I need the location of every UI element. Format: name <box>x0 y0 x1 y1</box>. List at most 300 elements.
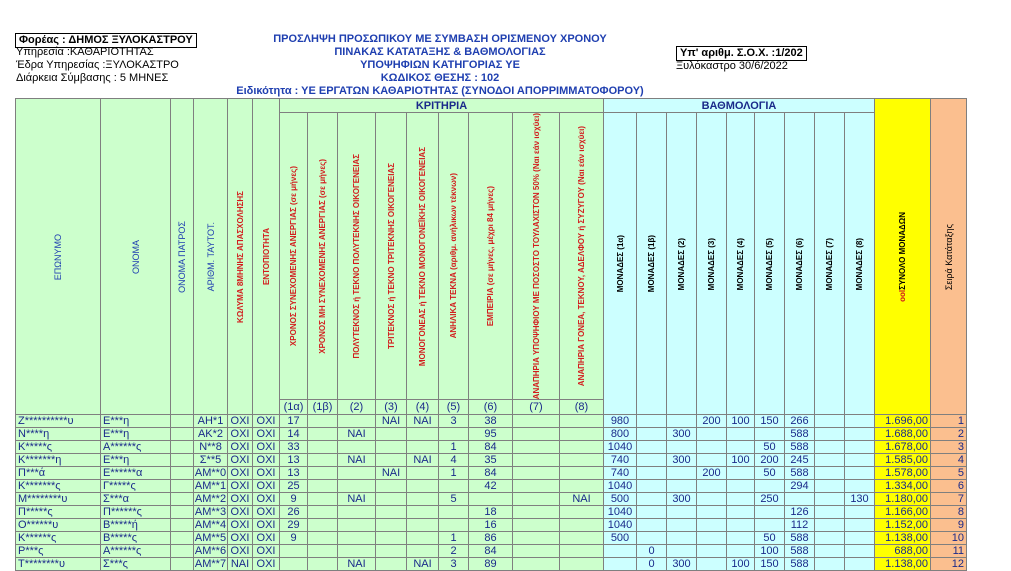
header-total: oolΣΥΝΟΛΟ ΜΟΝΑΔΩΝ <box>875 99 931 415</box>
cell-eponymo: Τ********υ <box>16 558 101 571</box>
cell-eponymo: Κ*****ς <box>16 441 101 454</box>
header-criterion-1: ΧΡΟΝΟΣ ΣΥΝΕΧΟΜΕΝΗΣ ΑΝΕΡΓΙΑΣ (σε μήνες) <box>280 113 308 400</box>
cell-units-9 <box>845 480 875 493</box>
group-vathmologia: ΒΑΘΜΟΛΟΓΙΑ <box>604 99 875 113</box>
cell-units-3 <box>667 467 697 480</box>
cell-units-7: 588 <box>785 467 815 480</box>
cell-units-5: 100 <box>727 558 755 571</box>
cell-eponymo: Ζ**********υ <box>16 415 101 428</box>
cell-kyrwsi: ΟΧΙ <box>228 454 253 467</box>
cell-units-8 <box>815 532 845 545</box>
cell-criterion-8 <box>513 545 560 558</box>
cell-entopiotita: ΟΧΙ <box>253 441 280 454</box>
cell-patros <box>171 506 194 519</box>
protocol-number: Υπ' αριθμ. Σ.Ο.Χ. :1/202 <box>676 46 807 61</box>
cell-units-5 <box>727 480 755 493</box>
cell-units-6 <box>755 428 785 441</box>
cell-entopiotita: ΟΧΙ <box>253 467 280 480</box>
table-row <box>16 532 967 545</box>
cell-eponymo: Μ********υ <box>16 493 101 506</box>
cell-onoma: Σ***ς <box>101 558 171 571</box>
cell-criterion-8 <box>513 480 560 493</box>
cell-units-1: 500 <box>604 532 637 545</box>
cell-units-8 <box>815 493 845 506</box>
cell-criterion-5 <box>407 545 439 558</box>
table-row <box>16 493 967 506</box>
cell-units-8 <box>815 506 845 519</box>
cell-onoma: Ε***η <box>101 415 171 428</box>
cell-onoma: Ε***η <box>101 428 171 441</box>
cell-criterion-7: 89 <box>469 558 513 571</box>
cell-criterion-2 <box>308 532 338 545</box>
cell-patros <box>171 532 194 545</box>
cell-criterion-3: ΝΑΙ <box>338 558 376 571</box>
cell-patros <box>171 467 194 480</box>
cell-units-9 <box>845 454 875 467</box>
header-eponymo: ΕΠΩΝΥΜΟ <box>16 99 101 415</box>
cell-criterion-2 <box>308 558 338 571</box>
cell-taut: ΑΜ**7 <box>194 558 227 571</box>
cell-eponymo: Π***ά <box>16 467 101 480</box>
cell-criterion-2 <box>308 441 338 454</box>
cell-total: 1.180,00 <box>875 493 931 506</box>
cell-units-3 <box>667 441 697 454</box>
group-kritiria: ΚΡΙΤΗΡΙΑ <box>280 99 604 113</box>
cell-units-2 <box>637 428 667 441</box>
cell-criterion-1: 33 <box>280 441 308 454</box>
cell-criterion-6 <box>439 506 469 519</box>
cell-units-1: 1040 <box>604 480 637 493</box>
cell-total: 1.334,00 <box>875 480 931 493</box>
cell-criterion-9: ΝΑΙ <box>560 493 604 506</box>
cell-criterion-6: 1 <box>439 532 469 545</box>
cell-units-1: 740 <box>604 467 637 480</box>
header-units-1: ΜΟΝΑΔΕΣ (1α) <box>604 113 637 415</box>
table-row <box>16 545 967 558</box>
cell-kyrwsi: ΟΧΙ <box>228 467 253 480</box>
cell-total: 1.696,00 <box>875 415 931 428</box>
cell-criterion-7: 86 <box>469 532 513 545</box>
criterion-code-4: (3) <box>376 400 407 415</box>
cell-criterion-1: 9 <box>280 532 308 545</box>
cell-eponymo: Ρ***ς <box>16 545 101 558</box>
diarkeia-label: Διάρκεια Σύμβασης : 5 ΜΗΝΕΣ <box>16 72 169 84</box>
cell-onoma: Γ*****ς <box>101 480 171 493</box>
cell-units-2 <box>637 493 667 506</box>
cell-criterion-6 <box>439 428 469 441</box>
cell-taut: ΑΜ**0 <box>194 467 227 480</box>
cell-units-1: 800 <box>604 428 637 441</box>
cell-units-2 <box>637 532 667 545</box>
cell-onoma: Β*****ς <box>101 532 171 545</box>
cell-criterion-7: 35 <box>469 454 513 467</box>
cell-criterion-5 <box>407 467 439 480</box>
header-entopiotita: ΕΝΤΟΠΙΟΤΗΤΑ <box>253 99 280 415</box>
cell-criterion-3 <box>338 480 376 493</box>
header-units-8: ΜΟΝΑΔΕΣ (7) <box>815 113 845 415</box>
cell-rank: 12 <box>931 558 967 571</box>
cell-criterion-2 <box>308 493 338 506</box>
cell-total: 1.138,00 <box>875 532 931 545</box>
cell-rank: 3 <box>931 441 967 454</box>
header-taut: ΑΡΙΘΜ. ΤΑΥΤΟΤ. <box>194 99 228 415</box>
cell-criterion-3 <box>338 506 376 519</box>
cell-entopiotita: ΟΧΙ <box>253 493 280 506</box>
cell-rank: 1 <box>931 415 967 428</box>
cell-criterion-9 <box>560 467 604 480</box>
cell-units-5: 100 <box>727 454 755 467</box>
cell-rank: 2 <box>931 428 967 441</box>
cell-criterion-8 <box>513 558 560 571</box>
cell-total: 1.138,00 <box>875 558 931 571</box>
cell-units-1: 740 <box>604 454 637 467</box>
cell-criterion-4 <box>376 532 407 545</box>
cell-units-2: 0 <box>637 558 667 571</box>
cell-units-1 <box>604 545 637 558</box>
cell-criterion-5 <box>407 493 439 506</box>
cell-units-4 <box>697 545 727 558</box>
cell-rank: 8 <box>931 506 967 519</box>
cell-criterion-9 <box>560 480 604 493</box>
cell-onoma: Α******ς <box>101 441 171 454</box>
cell-criterion-6: 3 <box>439 558 469 571</box>
cell-criterion-2 <box>308 454 338 467</box>
cell-criterion-9 <box>560 454 604 467</box>
cell-units-4 <box>697 493 727 506</box>
title-line4: ΚΩΔΙΚΟΣ ΘΕΣΗΣ : 102 <box>380 72 500 84</box>
cell-units-4 <box>697 506 727 519</box>
cell-patros <box>171 480 194 493</box>
cell-criterion-2 <box>308 545 338 558</box>
cell-eponymo: Κ*******η <box>16 454 101 467</box>
cell-eponymo: Ο******υ <box>16 519 101 532</box>
header-onoma: ΟΝΟΜΑ <box>101 99 171 415</box>
cell-criterion-8 <box>513 532 560 545</box>
cell-units-8 <box>815 480 845 493</box>
cell-criterion-5 <box>407 441 439 454</box>
cell-units-9 <box>845 467 875 480</box>
cell-onoma: Π******ς <box>101 506 171 519</box>
cell-total: 1.578,00 <box>875 467 931 480</box>
cell-units-2: 0 <box>637 545 667 558</box>
cell-units-3: 300 <box>667 493 697 506</box>
cell-units-3: 300 <box>667 454 697 467</box>
criterion-code-3: (2) <box>338 400 376 415</box>
cell-total: 1.166,00 <box>875 506 931 519</box>
cell-units-9 <box>845 428 875 441</box>
cell-total: 1.585,00 <box>875 454 931 467</box>
cell-onoma: Σ***α <box>101 493 171 506</box>
cell-total: 688,00 <box>875 545 931 558</box>
cell-units-8 <box>815 428 845 441</box>
table-row <box>16 506 967 519</box>
table-row <box>16 454 967 467</box>
cell-units-6: 50 <box>755 441 785 454</box>
cell-units-8 <box>815 454 845 467</box>
cell-units-5 <box>727 493 755 506</box>
cell-units-9 <box>845 558 875 571</box>
cell-units-4 <box>697 454 727 467</box>
cell-units-7: 588 <box>785 545 815 558</box>
cell-patros <box>171 558 194 571</box>
cell-criterion-9 <box>560 415 604 428</box>
cell-units-2 <box>637 467 667 480</box>
cell-taut: Σ**5 <box>194 454 228 467</box>
cell-units-8 <box>815 558 845 571</box>
cell-units-6 <box>755 480 785 493</box>
cell-criterion-1: 29 <box>280 519 308 532</box>
cell-criterion-9 <box>560 441 604 454</box>
cell-criterion-3 <box>338 532 376 545</box>
cell-rank: 9 <box>931 519 967 532</box>
title-line3: ΥΠΟΨΗΦΙΩΝ ΚΑΤΗΓΟΡΙΑΣ ΥΕ <box>360 59 520 71</box>
cell-criterion-6 <box>439 480 469 493</box>
cell-criterion-9 <box>560 558 604 571</box>
cell-criterion-8 <box>513 506 560 519</box>
cell-criterion-7: 16 <box>469 519 513 532</box>
cell-taut: ΑΜ**4 <box>194 519 227 532</box>
cell-units-5 <box>727 428 755 441</box>
cell-patros <box>171 428 194 441</box>
header-patros: ΟΝΟΜΑ ΠΑΤΡΟΣ <box>171 99 194 415</box>
cell-units-7: 266 <box>785 415 815 428</box>
cell-taut: ΑΜ**5 <box>194 532 227 545</box>
cell-units-7: 588 <box>785 428 815 441</box>
cell-criterion-9 <box>560 506 604 519</box>
cell-criterion-7 <box>469 493 513 506</box>
cell-units-4: 200 <box>697 467 727 480</box>
cell-units-2 <box>637 506 667 519</box>
criterion-code-6: (5) <box>439 400 469 415</box>
cell-patros <box>171 545 194 558</box>
cell-units-3 <box>667 415 697 428</box>
cell-criterion-1: 13 <box>280 454 308 467</box>
header-criterion-4: ΤΡΙΤΕΚΝΟΣ ή ΤΕΚΝΟ ΤΡΙΤΕΚΝΗΣ ΟΙΚΟΓΕΝΕΙΑΣ <box>376 113 407 400</box>
cell-criterion-8 <box>513 415 560 428</box>
cell-patros <box>171 441 194 454</box>
cell-total: 1.152,00 <box>875 519 931 532</box>
cell-criterion-5 <box>407 532 439 545</box>
cell-entopiotita: ΟΧΙ <box>253 428 280 441</box>
cell-criterion-6: 1 <box>439 441 469 454</box>
cell-criterion-4 <box>376 480 407 493</box>
cell-criterion-8 <box>513 467 560 480</box>
cell-units-4 <box>697 480 727 493</box>
cell-criterion-2 <box>308 415 338 428</box>
cell-criterion-9 <box>560 532 604 545</box>
cell-units-6: 150 <box>755 415 785 428</box>
cell-kyrwsi: ΟΧΙ <box>228 506 253 519</box>
cell-eponymo: Κ*******ς <box>16 480 101 493</box>
cell-units-1: 980 <box>604 415 637 428</box>
cell-units-6: 50 <box>755 532 785 545</box>
header-rank: Σειρά Κατάταξης <box>931 99 967 415</box>
cell-criterion-4 <box>376 558 407 571</box>
cell-units-3 <box>667 545 697 558</box>
foreas-label: Φορέας : ΔΗΜΟΣ ΞΥΛΟΚΑΣΤΡΟΥ <box>15 33 197 48</box>
cell-units-5 <box>727 506 755 519</box>
cell-criterion-7: 38 <box>469 415 513 428</box>
cell-criterion-2 <box>308 506 338 519</box>
table-row <box>16 558 967 571</box>
cell-units-6: 100 <box>755 545 785 558</box>
cell-units-9 <box>845 441 875 454</box>
cell-units-4: 200 <box>697 415 727 428</box>
ranking-table <box>15 98 967 571</box>
cell-criterion-1: 9 <box>280 493 308 506</box>
cell-units-5: 100 <box>727 415 755 428</box>
cell-onoma: Ε******α <box>101 467 171 480</box>
cell-taut: ΑΜ**1 <box>194 480 227 493</box>
cell-taut: ΑΗ*1 <box>194 415 228 428</box>
header-kyrwsi: ΚΩΛΥΜΑ 8ΜΗΝΗΣ ΑΠΑΣΧΟΛΗΣΗΣ <box>228 99 253 415</box>
title-line1: ΠΡΟΣΛΗΨΗ ΠΡΟΣΩΠΙΚΟΥ ΜΕ ΣΥΜΒΑΣΗ ΟΡΙΣΜΕΝΟΥ ΧΡΟΝΟΥ <box>273 33 607 45</box>
header-criterion-9: ΑΝΑΠΗΡΙΑ ΓΟΝΕΑ, ΤΕΚΝΟΥ, ΑΔΕΛΦΟΥ ή ΣΥΖΥΓΟΥ (Ναι εάν ισχύει) <box>560 113 604 400</box>
cell-units-4 <box>697 428 727 441</box>
cell-units-9 <box>845 415 875 428</box>
cell-units-7: 294 <box>785 480 815 493</box>
cell-taut: ΑΚ*2 <box>194 428 228 441</box>
cell-criterion-4 <box>376 441 407 454</box>
edra-label: Έδρα Υπηρεσίας :ΞΥΛΟΚΑΣΤΡΟ <box>16 59 179 71</box>
cell-units-5 <box>727 545 755 558</box>
cell-units-5 <box>727 532 755 545</box>
cell-units-9 <box>845 532 875 545</box>
cell-criterion-2 <box>308 428 338 441</box>
cell-criterion-5 <box>407 480 439 493</box>
cell-units-6 <box>755 506 785 519</box>
cell-criterion-1: 13 <box>280 467 308 480</box>
cell-units-2 <box>637 415 667 428</box>
cell-units-3 <box>667 480 697 493</box>
cell-criterion-4: ΝΑΙ <box>376 467 407 480</box>
header-units-7: ΜΟΝΑΔΕΣ (6) <box>785 113 815 415</box>
cell-units-9: 130 <box>845 493 875 506</box>
cell-criterion-3: ΝΑΙ <box>338 493 376 506</box>
cell-units-7: 126 <box>785 506 815 519</box>
cell-criterion-3 <box>338 441 376 454</box>
header-criterion-5: ΜΟΝΟΓΟΝΕΑΣ ή ΤΕΚΝΟ ΜΟΝΟΓΟΝΕΪΚΗΣ ΟΙΚΟΓΕΝΕΙΑΣ <box>407 113 439 400</box>
cell-units-6: 50 <box>755 467 785 480</box>
header-units-3: ΜΟΝΑΔΕΣ (2) <box>667 113 697 415</box>
cell-rank: 11 <box>931 545 967 558</box>
cell-units-8 <box>815 545 845 558</box>
cell-kyrwsi: ΟΧΙ <box>228 519 253 532</box>
cell-criterion-6: 4 <box>439 454 469 467</box>
cell-kyrwsi: ΟΧΙ <box>228 441 253 454</box>
cell-criterion-6: 5 <box>439 493 469 506</box>
table-row <box>16 467 967 480</box>
cell-rank: 5 <box>931 467 967 480</box>
cell-units-1: 500 <box>604 493 637 506</box>
cell-criterion-5: ΝΑΙ <box>407 558 439 571</box>
cell-eponymo: Κ******ς <box>16 532 101 545</box>
cell-patros <box>171 493 194 506</box>
cell-rank: 10 <box>931 532 967 545</box>
table-row <box>16 480 967 493</box>
cell-entopiotita: ΟΧΙ <box>253 454 280 467</box>
header-units-5: ΜΟΝΑΔΕΣ (4) <box>727 113 755 415</box>
criterion-code-7: (6) <box>469 400 513 415</box>
cell-criterion-8 <box>513 454 560 467</box>
cell-patros <box>171 415 194 428</box>
cell-units-6: 200 <box>755 454 785 467</box>
cell-criterion-6: 1 <box>439 467 469 480</box>
cell-kyrwsi: ΟΧΙ <box>228 480 253 493</box>
cell-criterion-7: 95 <box>469 428 513 441</box>
header-units-6: ΜΟΝΑΔΕΣ (5) <box>755 113 785 415</box>
cell-eponymo: Π*****ς <box>16 506 101 519</box>
cell-criterion-1 <box>280 545 308 558</box>
cell-entopiotita: ΟΧΙ <box>253 519 280 532</box>
cell-criterion-5 <box>407 428 439 441</box>
cell-units-1: 1040 <box>604 519 637 532</box>
cell-criterion-2 <box>308 467 338 480</box>
cell-criterion-5 <box>407 506 439 519</box>
cell-criterion-7: 42 <box>469 480 513 493</box>
cell-rank: 7 <box>931 493 967 506</box>
cell-criterion-9 <box>560 545 604 558</box>
table-row <box>16 415 967 428</box>
cell-criterion-3 <box>338 545 376 558</box>
table-row <box>16 441 967 454</box>
cell-units-6: 250 <box>755 493 785 506</box>
cell-units-9 <box>845 506 875 519</box>
header-units-2: ΜΟΝΑΔΕΣ (1β) <box>637 113 667 415</box>
ypiresia-label: Υπηρεσία :ΚΑΘΑΡΙΟΤΗΤΑΣ <box>16 46 154 58</box>
cell-criterion-1 <box>280 558 308 571</box>
cell-units-7: 112 <box>785 519 815 532</box>
criterion-code-8: (7) <box>513 400 560 415</box>
cell-criterion-1: 25 <box>280 480 308 493</box>
cell-entopiotita: ΟΧΙ <box>253 532 280 545</box>
cell-onoma: Β*****ή <box>101 519 171 532</box>
cell-units-1: 1040 <box>604 506 637 519</box>
cell-criterion-7: 84 <box>469 467 513 480</box>
cell-units-7: 245 <box>785 454 815 467</box>
cell-kyrwsi: ΟΧΙ <box>228 493 253 506</box>
cell-criterion-1: 26 <box>280 506 308 519</box>
cell-units-2 <box>637 480 667 493</box>
title-line2: ΠΙΝΑΚΑΣ ΚΑΤΑΤΑΞΗΣ & ΒΑΘΜΟΛΟΓΙΑΣ <box>334 46 546 58</box>
cell-units-4 <box>697 558 727 571</box>
cell-entopiotita: ΟΧΙ <box>253 545 280 558</box>
cell-kyrwsi: ΟΧΙ <box>228 545 253 558</box>
cell-onoma: Ε***η <box>101 454 171 467</box>
header-criterion-3: ΠΟΛΥΤΕΚΝΟΣ ή ΤΕΚΝΟ ΠΟΛΥΤΕΚΝΗΣ ΟΙΚΟΓΕΝΕΙΑΣ <box>338 113 376 400</box>
cell-criterion-8 <box>513 441 560 454</box>
specialty-label: Ειδικότητα : ΥΕ ΕΡΓΑΤΩΝ ΚΑΘΑΡΙΟΤΗΤΑΣ (ΣΥΝΟΔΟΙ ΑΠΟΡΡΙΜΜΑΤΟΦΟΡΟΥ) <box>236 85 644 97</box>
criterion-code-5: (4) <box>407 400 439 415</box>
total-prefix: ool <box>898 289 907 302</box>
cell-units-5 <box>727 441 755 454</box>
cell-units-3 <box>667 506 697 519</box>
cell-onoma: Α******ς <box>101 545 171 558</box>
cell-total: 1.678,00 <box>875 441 931 454</box>
cell-units-2 <box>637 454 667 467</box>
cell-units-7 <box>785 493 815 506</box>
table-row <box>16 428 967 441</box>
cell-taut: ΑΜ**6 <box>194 545 227 558</box>
cell-criterion-8 <box>513 493 560 506</box>
cell-criterion-4 <box>376 545 407 558</box>
cell-units-7: 588 <box>785 532 815 545</box>
header-units-4: ΜΟΝΑΔΕΣ (3) <box>697 113 727 415</box>
cell-criterion-3: ΝΑΙ <box>338 454 376 467</box>
cell-units-4 <box>697 441 727 454</box>
header-criterion-8: ΑΝΑΠΗΡΙΑ ΥΠΟΨΗΦΙΟΥ ΜΕ ΠΟΣΟΣΤΟ ΤΟΥΛΑΧΙΣΤΟΝ 50% (Ναι εάν ισχύει) <box>513 113 560 400</box>
cell-criterion-3 <box>338 415 376 428</box>
